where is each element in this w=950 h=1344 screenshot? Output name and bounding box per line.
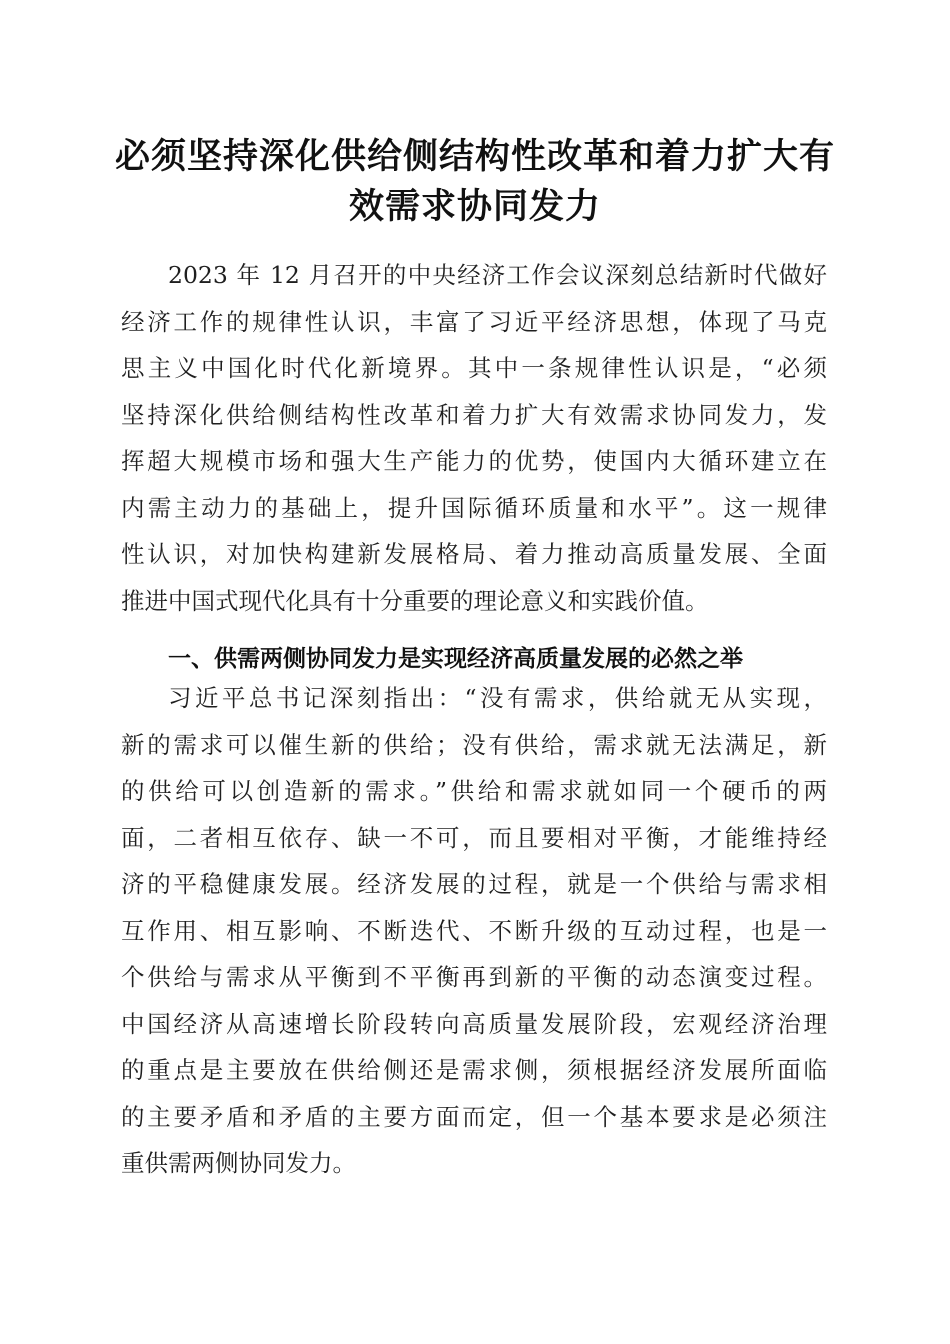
paragraph-line: 思主义中国化时代化新境界。其中一条规律性认识是，“必须 — [121, 354, 827, 382]
document-title — [115, 132, 835, 232]
paragraph-section-one — [121, 675, 827, 1187]
paragraph-line: 重供需两侧协同发力。 — [121, 1149, 356, 1177]
paragraph-line: 济的平稳健康发展。经济发展的过程，就是一个供给与需求相 — [121, 870, 827, 898]
paragraph-line: 习近平总书记深刻指出：“没有需求，供给就无从实现， — [168, 684, 827, 712]
paragraph-line: 2023 年 12 月召开的中央经济工作会议深刻总结新时代做好 — [168, 261, 827, 289]
paragraph-line: 经济工作的规律性认识，丰富了习近平经济思想，体现了马克 — [121, 307, 827, 336]
title-line: 效需求协同发力 — [348, 186, 601, 227]
paragraph-line: 的重点是主要放在供给侧还是需求侧，须根据经济发展所面临 — [121, 1056, 827, 1084]
title-line: 必须坚持深化供给侧结构性改革和着力扩大有 — [115, 136, 836, 177]
paragraph-line: 推进中国式现代化具有十分重要的理论意义和实践价值。 — [121, 586, 709, 615]
paragraph-line: 面，二者相互依存、缺一不可，而且要相对平衡，才能维持经 — [121, 823, 827, 852]
paragraph-line: 的供给可以创造新的需求。”供给和需求就如同一个硬币的两 — [121, 777, 827, 805]
paragraph-line: 互作用、相互影响、不断迭代、不断升级的互动过程，也是一 — [121, 916, 827, 945]
paragraph-line: 新的需求可以催生新的供给；没有供给，需求就无法满足，新 — [121, 730, 827, 759]
paragraph-line: 中国经济从高速增长阶段转向高质量发展阶段，宏观经济治理 — [121, 1009, 827, 1038]
paragraph-line: 挥超大规模市场和强大生产能力的优势，使国内大循环建立在 — [121, 447, 827, 475]
section-heading: 一、供需两侧协同发力是实现经济高质量发展的必然之举 — [168, 646, 743, 672]
paragraph-line: 个供给与需求从平衡到不平衡再到新的平衡的动态演变过程。 — [121, 963, 827, 991]
paragraph-line: 内需主动力的基础上，提升国际循环质量和水平”。这一规律 — [121, 493, 827, 522]
paragraph-line: 的主要矛盾和矛盾的主要方面而定，但一个基本要求是必须注 — [121, 1102, 827, 1131]
paragraph-line: 坚持深化供给侧结构性改革和着力扩大有效需求协同发力，发 — [121, 400, 827, 429]
paragraph-intro — [121, 252, 827, 624]
paragraph-line: 性认识，对加快构建新发展格局、着力推动高质量发展、全面 — [121, 540, 827, 568]
